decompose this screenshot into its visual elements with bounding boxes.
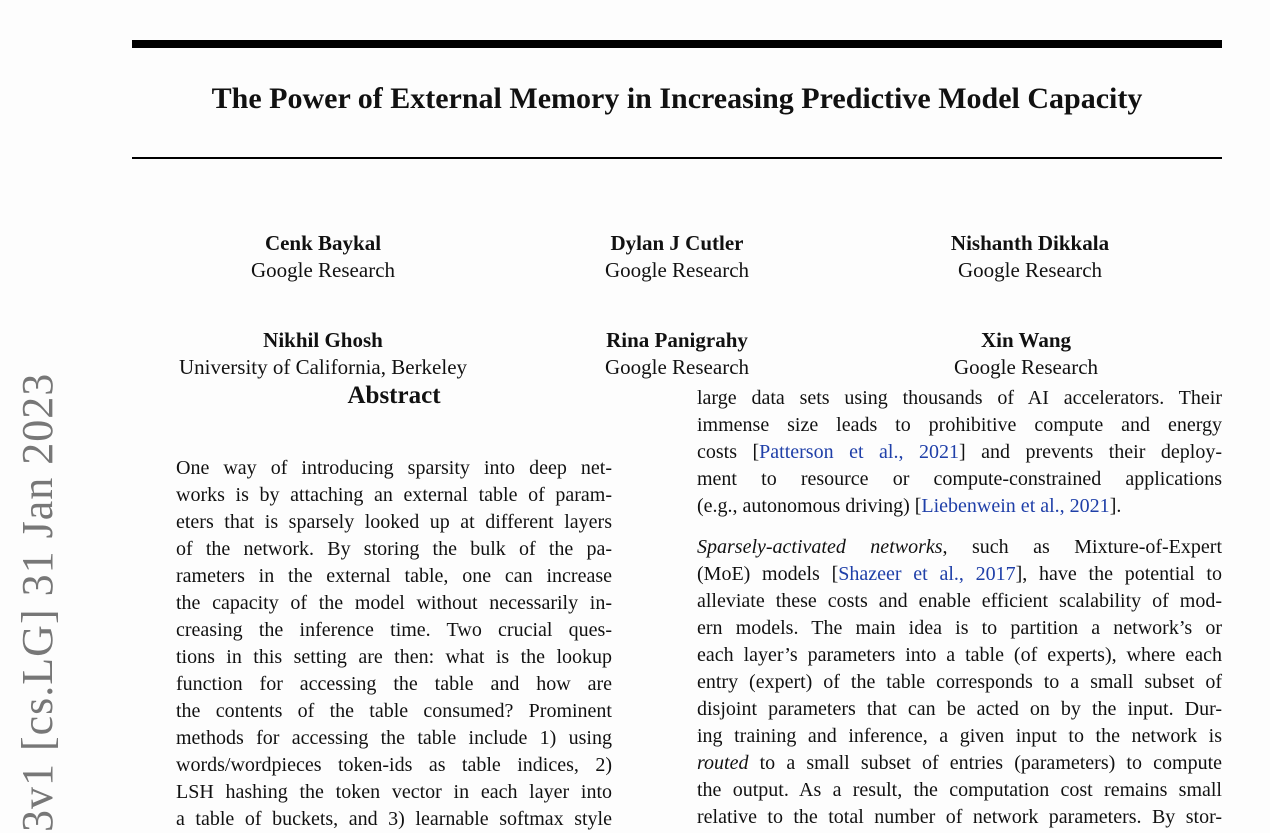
abstract-body [176, 455, 612, 833]
text-line [697, 493, 1222, 520]
text-line: ing training and inference, a given input to the network is [697, 725, 1222, 747]
author-name: Nikhil Ghosh [263, 328, 383, 352]
citation-link[interactable]: Shazeer et al., 2017 [838, 563, 1016, 585]
intro-paragraph-2 [697, 534, 1222, 831]
author-name: Xin Wang [980, 328, 1072, 352]
abstract-line: words/wordpieces token-ids as table indices, 2) [176, 754, 612, 776]
author-name: Dylan J Cutler [610, 231, 744, 255]
text-run: ], have the potential to [1015, 563, 1222, 585]
abstract-line: creasing the inference time. Two crucial ques- [176, 619, 612, 641]
citation-link[interactable]: Patterson et al., 2021 [759, 441, 959, 463]
text-run: (MoE) models [ [697, 563, 839, 585]
title-top-rule [132, 40, 1222, 48]
author-affiliation: Google Research [604, 258, 750, 282]
author-3 [850, 230, 1210, 284]
text-line: disjoint parameters that can be acted on by the input. Dur- [697, 698, 1222, 720]
abstract-line: works is by attaching an external table of param- [176, 484, 612, 506]
abstract-line: tions in this setting are then: what is the lookup [176, 646, 612, 668]
citation-link[interactable]: Liebenwein et al., 2021 [921, 495, 1110, 517]
author-name: Nishanth Dikkala [950, 231, 1110, 255]
text-line: relative to the total number of network parameters. By stor- [697, 806, 1222, 828]
arxiv-stamp: 3v1 [cs.LG] 31 Jan 2023 [13, 372, 62, 832]
text-run: (e.g., autonomous driving) [ [697, 495, 922, 517]
text-line: ment to resource or compute-constrained applications [697, 468, 1222, 490]
intro-paragraph-1 [697, 385, 1222, 520]
abstract-line: eters that is sparsely looked up at different layers [176, 511, 612, 533]
author-affiliation: Google Research [957, 258, 1103, 282]
abstract-line: rameters in the external table, one can increase [176, 565, 612, 587]
text-line: the output. As a result, the computation cost remains small [697, 779, 1222, 801]
author-2 [497, 230, 857, 284]
text-run: , such as Mixture-of-Expert [942, 536, 1222, 558]
text-run: ]. [1109, 495, 1122, 517]
abstract-heading: Abstract [347, 382, 441, 409]
abstract-line: a table of buckets, and 3) learnable softmax style [176, 808, 612, 830]
abstract-line: function for accessing the table and how are [176, 673, 612, 695]
paper-title: The Power of External Memory in Increasing Predictive Model Capacity [211, 82, 1143, 115]
emphasis-text: Sparsely-activated networks [697, 536, 943, 558]
text-line [697, 534, 1222, 561]
text-line [697, 439, 1222, 466]
author-affiliation: Google Research [250, 258, 396, 282]
text-line: each layer’s parameters into a table (of experts), where each [697, 644, 1222, 666]
emphasis-text: routed [697, 752, 749, 774]
title-bottom-rule [132, 157, 1222, 159]
author-1 [143, 230, 503, 284]
author-6 [846, 327, 1206, 381]
text-line: entry (expert) of the table corresponds to a small subset of [697, 671, 1222, 693]
abstract-line: of the network. By storing the bulk of the pa- [176, 538, 612, 560]
abstract-line: LSH hashing the token vector in each layer into [176, 781, 612, 803]
text-run: to a small subset of entries (parameters) to compute [748, 752, 1222, 774]
author-5 [497, 327, 857, 381]
text-run: costs [ [697, 441, 760, 463]
author-affiliation: Google Research [953, 355, 1099, 379]
author-affiliation: Google Research [604, 355, 750, 379]
text-line: immense size leads to prohibitive compute and energy [697, 414, 1222, 436]
text-line: alleviate these costs and enable efficient scalability of mod- [697, 590, 1222, 612]
text-line: large data sets using thousands of AI accelerators. Their [697, 387, 1222, 409]
author-name: Rina Panigrahy [606, 328, 748, 352]
abstract-line: One way of introducing sparsity into deep net- [176, 457, 612, 479]
author-affiliation: University of California, Berkeley [178, 355, 468, 379]
abstract-line: the contents of the table consumed? Prominent [176, 700, 612, 722]
abstract-line: methods for accessing the table include 1) using [176, 727, 612, 749]
author-name: Cenk Baykal [264, 231, 382, 255]
text-line [697, 750, 1222, 777]
author-4 [143, 327, 503, 381]
text-line [697, 561, 1222, 588]
abstract-line: the capacity of the model without necessarily in- [176, 592, 612, 614]
text-line: ern models. The main idea is to partition a network’s or [697, 617, 1222, 639]
text-run: ] and prevents their deploy- [958, 441, 1222, 463]
